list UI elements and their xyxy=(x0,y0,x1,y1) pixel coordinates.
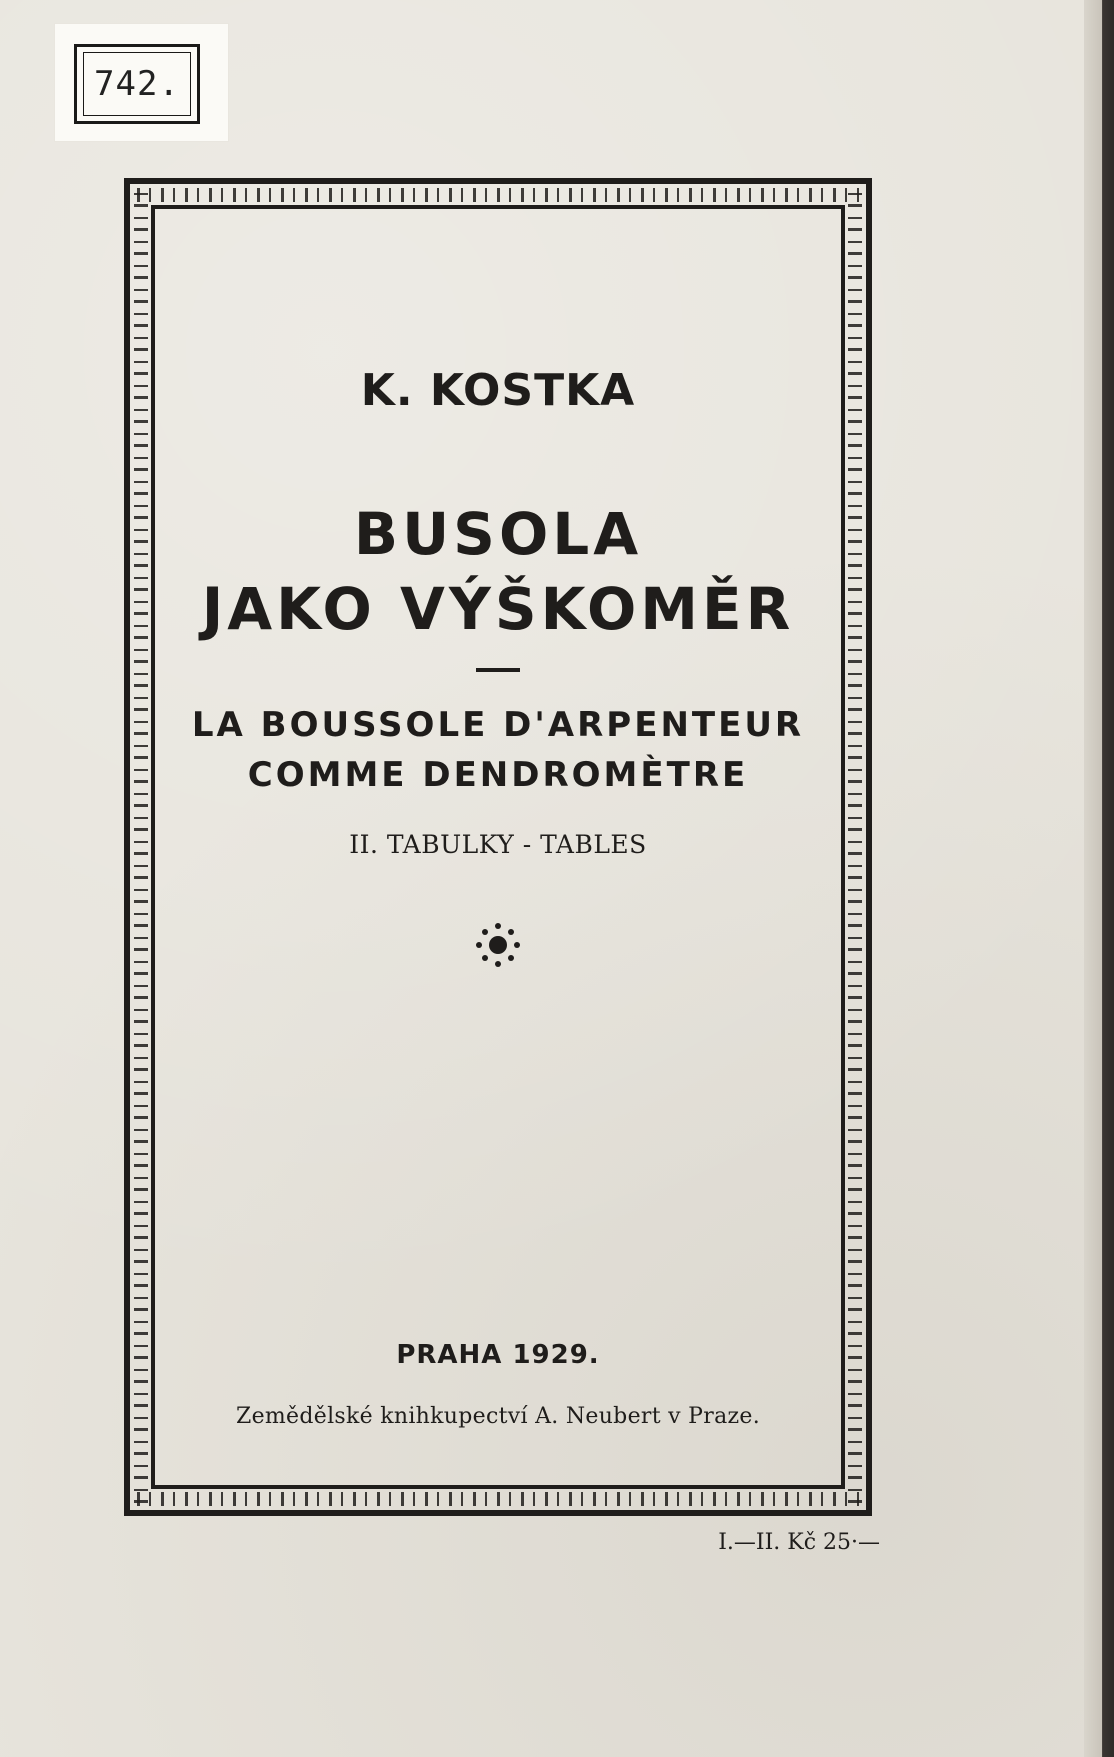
title-line-2: JAKO VÝŠKOMĚR xyxy=(201,575,795,643)
frame-border-bottom xyxy=(137,1492,859,1506)
label-number: 742. xyxy=(83,52,191,116)
french-title-line-1: LA BOUSSOLE D'ARPENTEUR xyxy=(191,705,805,745)
library-label xyxy=(55,24,228,141)
city-year: PRAHA 1929. xyxy=(396,1340,600,1370)
title-line-1: BUSOLA xyxy=(353,500,643,568)
price: I.—II. Kč 25·— xyxy=(718,1530,880,1555)
french-title-line-2: COMME DENDROMÈTRE xyxy=(247,755,749,795)
title-separator xyxy=(476,668,520,672)
frame-border-top xyxy=(137,188,859,202)
frame-border-right xyxy=(848,191,862,1503)
publisher: Zemědělské knihkupectví A. Neubert v Praze. xyxy=(235,1404,760,1429)
page-edge xyxy=(1084,0,1114,1757)
label-box xyxy=(74,44,200,124)
author-name: K. KOSTKA xyxy=(360,365,636,416)
volume-subtitle: II. TABULKY - TABLES xyxy=(349,830,647,859)
flower-ornament-icon xyxy=(471,918,525,972)
